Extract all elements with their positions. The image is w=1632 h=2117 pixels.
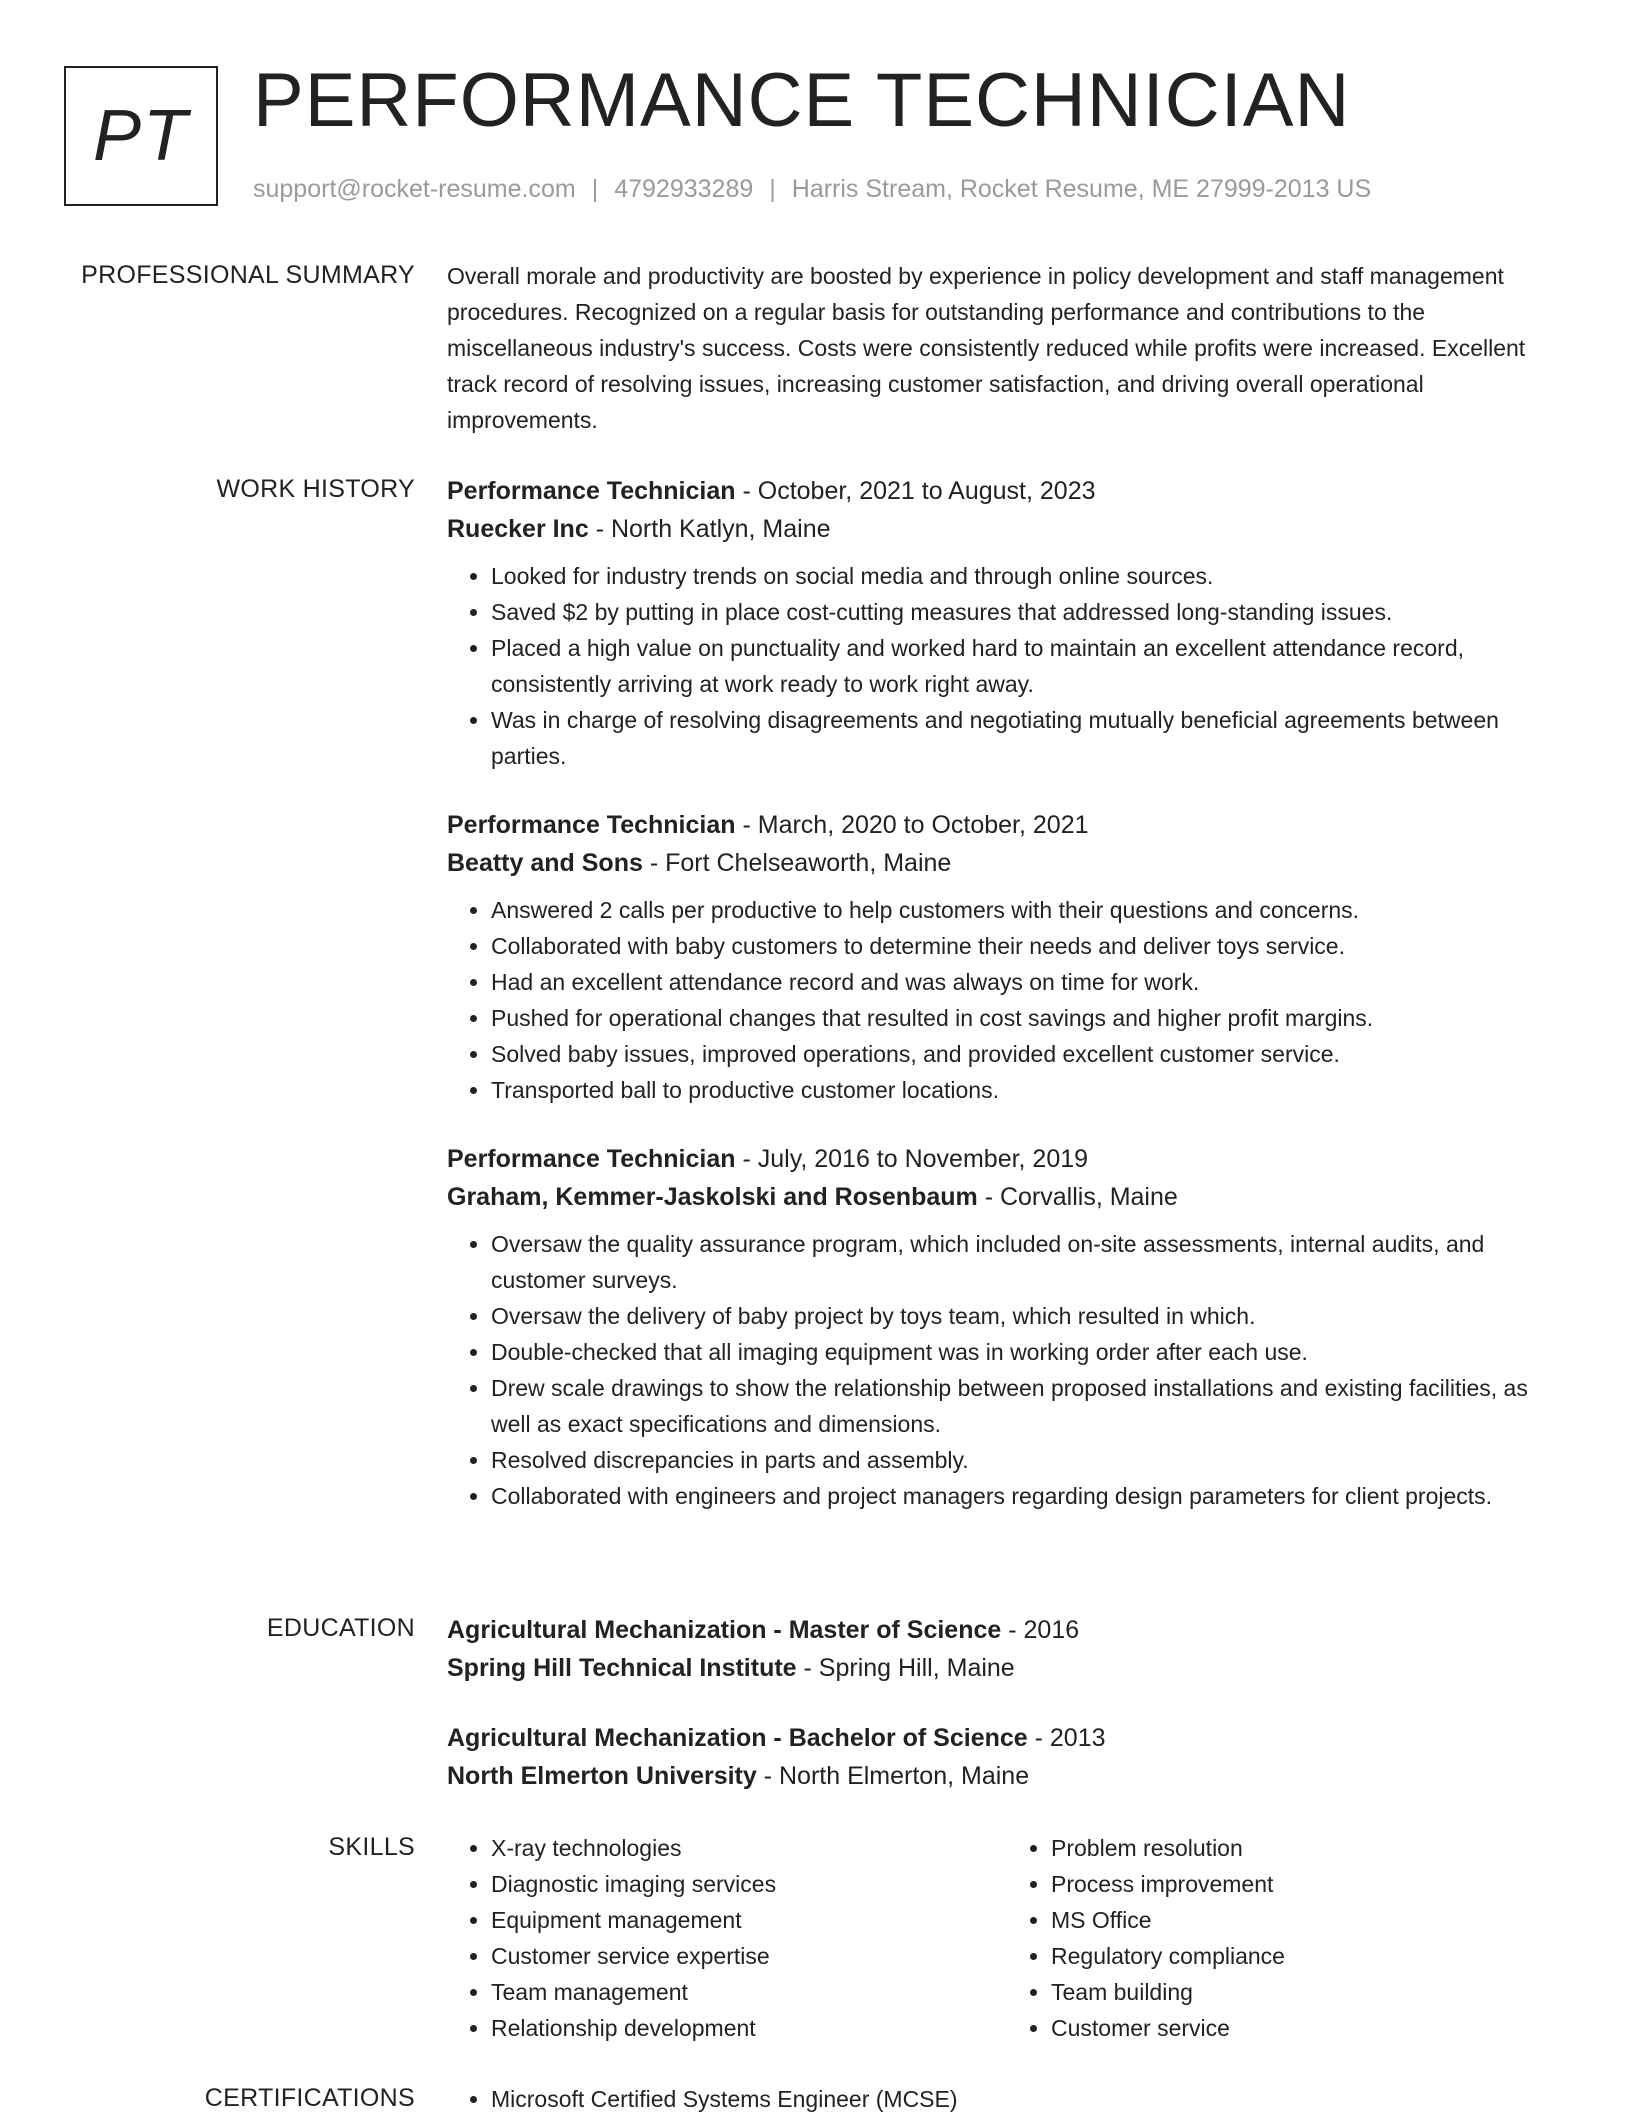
job-company-line [447,844,1567,882]
school-location: - Spring Hill, Maine [796,1654,1015,1682]
job-location: - Corvallis, Maine [977,1183,1178,1211]
list-item: • Answered 2 calls per productive to help customers with their questions and concerns. [491,892,1567,928]
list-item: • Was in charge of resolving disagreements and negotiating mutually beneficial agreements between parties. [491,702,1567,774]
degree-line [447,1719,1567,1757]
job-title-line [447,1140,1567,1178]
degree: Agricultural Mechanization - Master of Science [447,1616,1002,1644]
job-company-line [447,1178,1567,1216]
job-title: Performance Technician [447,1145,736,1173]
school-line [447,1649,1567,1687]
job-title: Performance Technician [447,811,736,839]
job-company: Beatty and Sons [447,849,643,877]
job-title-line [447,472,1567,510]
degree-year: - 2013 [1027,1724,1106,1752]
job-title-line [447,806,1567,844]
section-label-certifications: CERTIFICATIONS [204,2084,415,2112]
list-item: • Oversaw the quality assurance program, which included on-site assessments, internal audits, and customer surveys. [491,1226,1567,1298]
list-item: • Placed a high value on punctuality and worked hard to maintain an excellent attendance record, consistently arriving at work ready to work right away. [491,630,1567,702]
skills-list-right [1007,1830,1567,2046]
job-dates: - March, 2020 to October, 2021 [735,811,1089,839]
education-section [0,1611,1632,1790]
skills-list-left [447,1830,1007,2046]
degree: Agricultural Mechanization - Bachelor of Science [447,1724,1028,1752]
skill-item: • MS Office [1051,1902,1567,1938]
list-item: • Double-checked that all imaging equipment was in working order after each use. [491,1334,1567,1370]
school-location: - North Elmerton, Maine [756,1762,1030,1790]
education-entry [447,1611,1567,1687]
job-title: Performance Technician [447,477,736,505]
job-company-line [447,510,1567,548]
school-line [447,1757,1567,1795]
section-label-education: EDUCATION [266,1614,415,1642]
contact-separator: | [591,175,599,203]
contact-line [253,175,1371,204]
job-location: - North Katlyn, Maine [588,515,831,543]
skill-item: • Team management [491,1974,1007,2010]
skills-grid [447,1830,1567,2046]
skill-item: • Diagnostic imaging services [491,1866,1007,1902]
work-history-section [0,472,1632,1509]
contact-phone[interactable]: 4792933289 [614,175,754,203]
skill-item: • Relationship development [491,2010,1007,2046]
skill-item: • Customer service expertise [491,1938,1007,1974]
job-company: Graham, Kemmer-Jaskolski and Rosenbaum [447,1183,978,1211]
list-item: • Saved $2 by putting in place cost-cutting measures that addressed long-standing issues. [491,594,1567,630]
job-location: - Fort Chelseaworth, Maine [642,849,952,877]
skill-item: • Customer service [1051,2010,1567,2046]
job-bullets [447,558,1567,774]
list-item: • Had an excellent attendance record and was always on time for work. [491,964,1567,1000]
section-label-summary: PROFESSIONAL SUMMARY [81,261,415,289]
skill-item: • Process improvement [1051,1866,1567,1902]
contact-email[interactable]: support@rocket-resume.com [253,175,576,203]
job-company: Ruecker Inc [447,515,589,543]
list-item: • Collaborated with engineers and project managers regarding design parameters for client projects. [491,1478,1567,1514]
school: North Elmerton University [447,1762,757,1790]
list-item: • Pushed for operational changes that resulted in cost savings and higher profit margins. [491,1000,1567,1036]
initials-monogram: PT [64,66,218,206]
job-entry [447,1140,1567,1514]
skill-item: • X-ray technologies [491,1830,1007,1866]
degree-line [447,1611,1567,1649]
skills-section [0,1830,1632,2041]
resume-title: PERFORMANCE TECHNICIAN [253,58,1351,143]
list-item: • Drew scale drawings to show the relationship between proposed installations and existing facilities, as well as exact specifications and dimensions. [491,1370,1567,1442]
section-label-skills: SKILLS [328,1833,415,1861]
contact-separator: | [769,175,776,203]
list-item: • Oversaw the delivery of baby project by toys team, which resulted in which. [491,1298,1567,1334]
job-dates: - July, 2016 to November, 2019 [735,1145,1089,1173]
degree-year: - 2016 [1001,1616,1080,1644]
education-entry [447,1719,1567,1795]
list-item: • Solved baby issues, improved operations, and provided excellent customer service. [491,1036,1567,1072]
skill-item: • Regulatory compliance [1051,1938,1567,1974]
list-item: • Resolved discrepancies in parts and assembly. [491,1442,1567,1478]
summary-text: Overall morale and productivity are boosted by experience in policy development and staff management procedures. Recognized on a regular basis for outstanding performance and contributions to the miscellaneous industry's success. Costs were consistently reduced while profits were increased. Excellent track record of resolving issues, increasing customer satisfaction, and driving overall operational improvements. [447,263,1526,433]
skill-item: • Problem resolution [1051,1830,1567,1866]
certifications-section [0,2081,1632,2115]
section-label-work-history: WORK HISTORY [216,475,415,503]
list-item: • Looked for industry trends on social media and through online sources. [491,558,1567,594]
list-item: • Collaborated with baby customers to determine their needs and deliver toys service. [491,928,1567,964]
list-item: • Transported ball to productive customer locations. [491,1072,1567,1108]
school: Spring Hill Technical Institute [447,1654,797,1682]
job-bullets [447,892,1567,1108]
job-entry [447,806,1567,1108]
skill-item: • Equipment management [491,1902,1007,1938]
job-bullets [447,1226,1567,1514]
summary-section [0,258,1632,433]
job-entry [447,472,1567,774]
certification-item: • Microsoft Certified Systems Engineer (MCSE) [491,2081,1567,2117]
contact-address: Harris Stream, Rocket Resume, ME 27999-2013 US [791,175,1372,203]
job-dates: - October, 2021 to August, 2023 [735,477,1096,505]
skill-item: • Team building [1051,1974,1567,2010]
